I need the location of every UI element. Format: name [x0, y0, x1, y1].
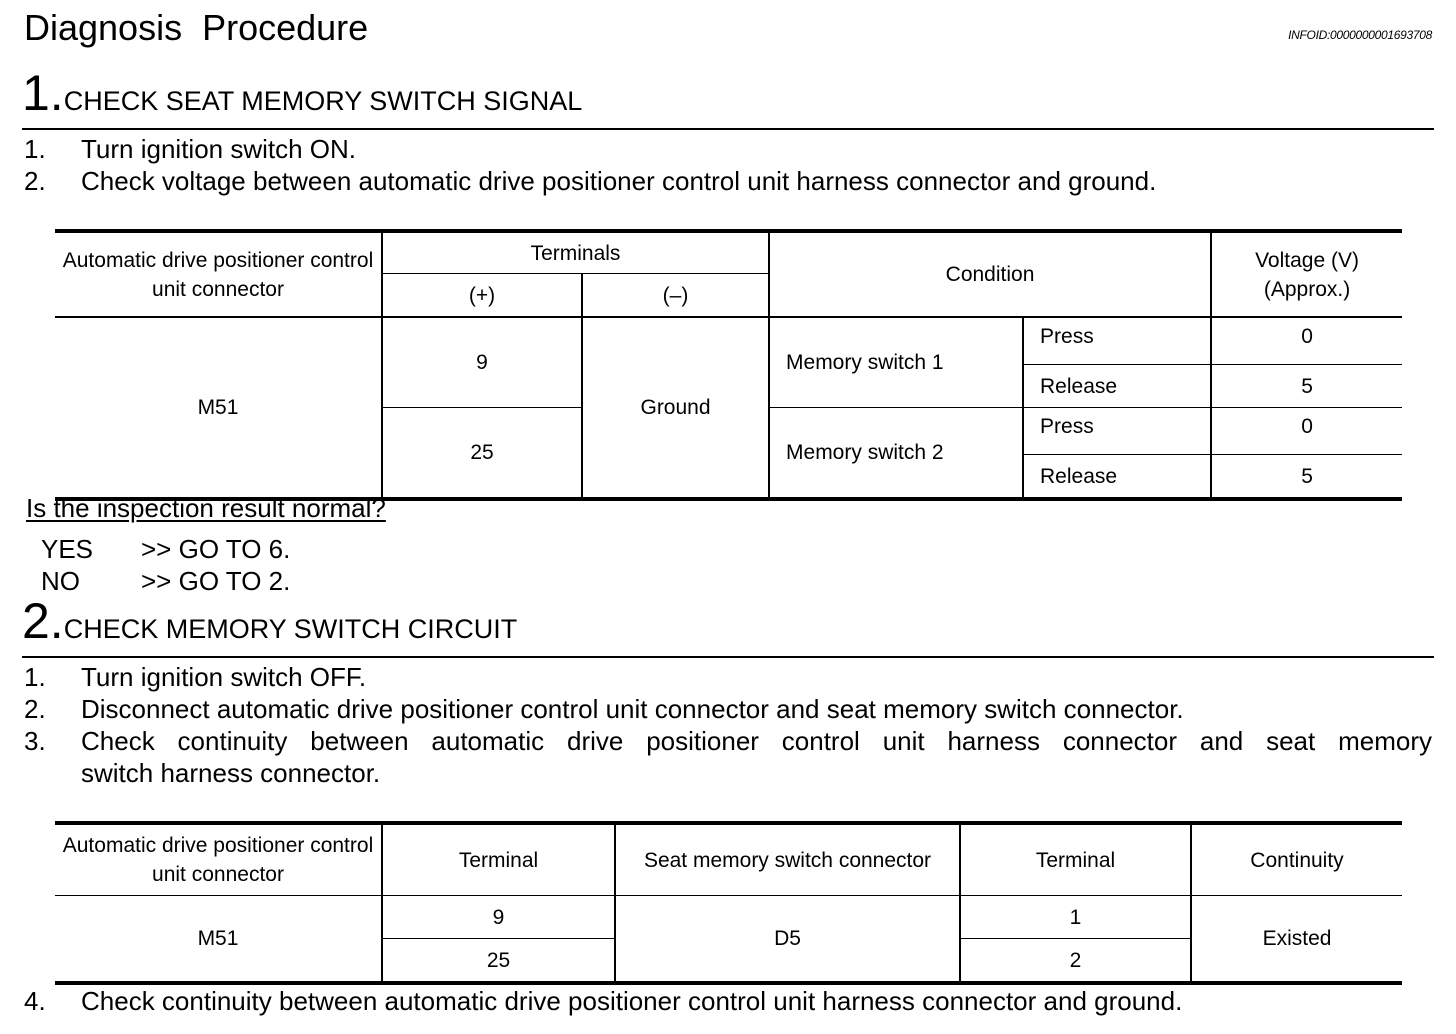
- step-2-item-2: [24, 693, 1184, 725]
- cell-voltage-press-1: 0: [1211, 317, 1402, 365]
- step-2-rule: [22, 656, 1434, 658]
- answer-yes: [41, 533, 290, 565]
- answer-yes-action: >> GO TO 6.: [141, 534, 291, 564]
- cell-press-1: Press: [1023, 317, 1211, 365]
- cell-connector: M51: [197, 396, 239, 419]
- step-1-title: CHECK SEAT MEMORY SWITCH SIGNAL: [63, 86, 583, 116]
- step-2-item-4: [24, 985, 1182, 1017]
- info-id: INFOID:0000000001693708: [1288, 28, 1432, 42]
- item-text: Check continuity between automatic drive positioner control unit harness connector and ground.: [81, 986, 1183, 1016]
- page-title: Diagnosis Procedure: [24, 7, 369, 48]
- continuity-check-table: [55, 821, 1402, 985]
- item-number: 1.: [24, 134, 46, 164]
- cell-seat-terminal-1: 1: [960, 896, 1191, 939]
- step-2-heading: [22, 593, 518, 649]
- cell-terminal-9: 9: [382, 317, 582, 408]
- step-1-item-2: [24, 165, 1156, 197]
- header-minus: (–): [582, 274, 769, 318]
- cell-voltage-press-2: 0: [1211, 408, 1402, 455]
- cell-connector: M51: [197, 927, 239, 950]
- header-seat-connector: Seat memory switch connector: [615, 823, 960, 896]
- answer-no-label: NO: [41, 566, 80, 596]
- header-terminals: Terminals: [382, 231, 769, 274]
- item-text: Turn ignition switch OFF.: [81, 662, 367, 692]
- item-number: 1.: [24, 662, 46, 692]
- item-number: 3.: [24, 726, 46, 756]
- step-2-item-3-continued: [24, 757, 380, 789]
- cell-ground: Ground: [582, 317, 769, 499]
- header-terminal: Terminal: [382, 823, 615, 896]
- cell-press-2: Press: [1023, 408, 1211, 455]
- header-condition: Condition: [769, 231, 1211, 317]
- cell-seat-terminal-2: 2: [960, 939, 1191, 984]
- step-1-item-1: [24, 133, 356, 165]
- item-number: 2.: [24, 166, 46, 196]
- header-connector: Automatic drive positioner control unit connector: [55, 231, 382, 317]
- inspection-question: Is the inspection result normal?: [26, 493, 386, 523]
- answer-no-action: >> GO TO 2.: [141, 566, 291, 596]
- cell-memory-switch-2: Memory switch 2: [769, 408, 1023, 500]
- header-continuity: Continuity: [1191, 823, 1402, 896]
- step-2-number: 2.: [22, 593, 64, 649]
- step-1-rule: [22, 128, 1434, 130]
- cell-memory-switch-1: Memory switch 1: [769, 317, 1023, 408]
- header-plus: (+): [382, 274, 582, 318]
- cell-terminal-25: 25: [382, 408, 582, 500]
- step-1-heading: [22, 65, 583, 121]
- header-connector: Automatic drive positioner control unit connector: [55, 823, 382, 896]
- step-1-number: 1.: [22, 65, 64, 121]
- cell-terminal-25: 25: [382, 939, 615, 984]
- item-number: 2.: [24, 694, 46, 724]
- header-terminal-2: Terminal: [960, 823, 1191, 896]
- header-voltage: Voltage (V) (Approx.): [1211, 231, 1402, 317]
- step-2-item-1: [24, 661, 366, 693]
- answer-yes-label: YES: [41, 534, 94, 564]
- cell-voltage-release-1: 5: [1211, 365, 1402, 408]
- item-text: Check voltage between automatic drive positioner control unit harness connector and ground.: [81, 166, 1157, 196]
- cell-release-2: Release: [1023, 455, 1211, 500]
- cell-continuity: Existed: [1191, 896, 1402, 984]
- step-2-item-3: [24, 725, 1432, 757]
- item-number: 4.: [24, 986, 46, 1016]
- cell-release-1: Release: [1023, 365, 1211, 408]
- voltage-check-table: [55, 229, 1402, 501]
- item-text: Disconnect automatic drive positioner control unit connector and seat memory switch connector.: [81, 694, 1184, 724]
- cell-terminal-9: 9: [382, 896, 615, 939]
- item-text: Turn ignition switch ON.: [81, 134, 357, 164]
- cell-voltage-release-2: 5: [1211, 455, 1402, 500]
- answer-no: [41, 565, 290, 597]
- step-2-title: CHECK MEMORY SWITCH CIRCUIT: [63, 614, 518, 644]
- item-text-continued: switch harness connector.: [81, 758, 381, 788]
- item-text: Check continuity between automatic drive positioner control unit harness connector and seat memory: [81, 726, 1432, 756]
- cell-seat-connector: D5: [615, 896, 960, 984]
